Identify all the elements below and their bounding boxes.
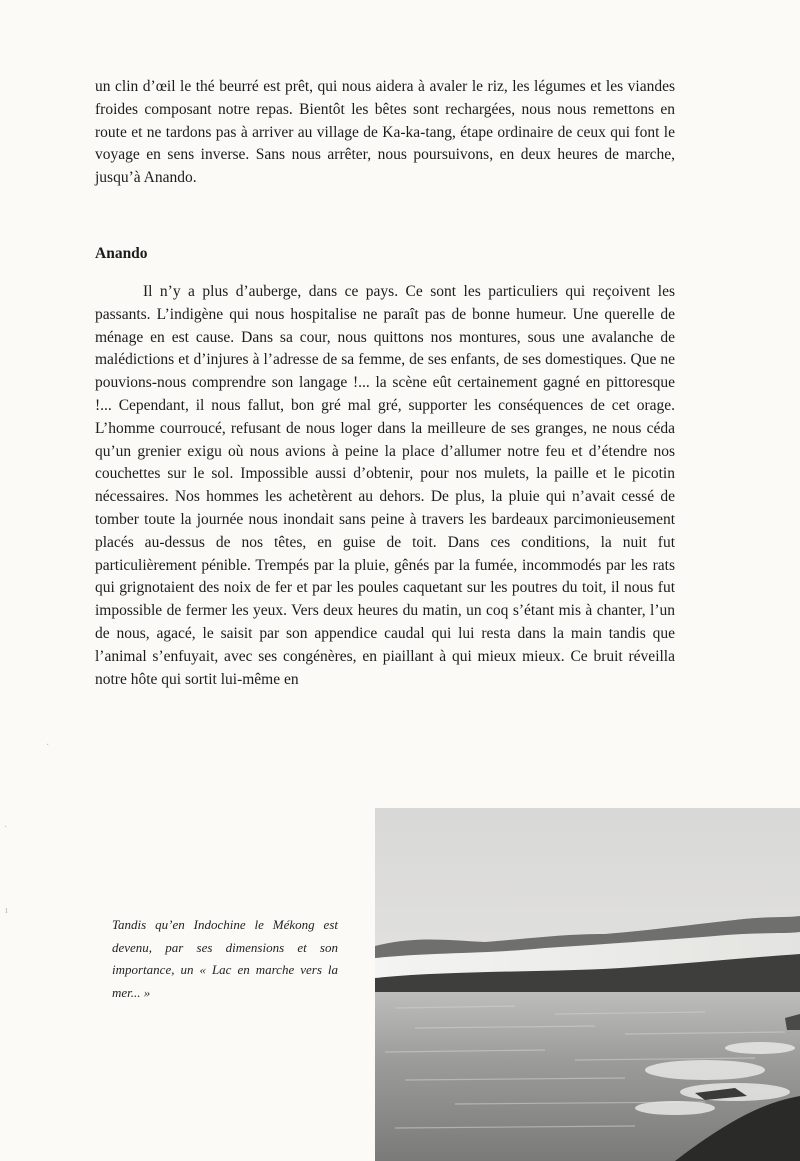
margin-speck: ı: [5, 905, 8, 916]
photo-caption: Tandis qu’en Indochine le Mékong est devenu, par ses dimensions et son importance, un « Lac en marche vers la mer... »: [112, 917, 338, 1000]
river-landscape-photo: [375, 808, 800, 1161]
body-paragraph-2: Il n’y a plus d’auberge, dans ce pays. Ce sont les particuliers qui reçoivent les passants. L’indigène qui nous hospitalise ne paraît pas de bonne humeur. Une querelle de ménage en est cause. Dans sa cour, nous quittons nos montures, sous une avalanche de malédictions et d’injures à l’adresse de sa femme, de ses enfants, de ses domestiques. Que ne pouvions-nous comprendre son langage !... la scène eût certainement gagné en pittoresque !... Cependant, il nous fallut, bon gré mal gré, supporter les conséquences de cet orage. L’homme courroucé, refusant de nous loger dans la meilleure de ses granges, ne nous céda qu’un grenier exigu où nous avions à peine la place d’allumer notre feu et d’étendre nos couchettes sur le sol. Impossible aussi d’obtenir, pour nos mulets, la paille et le picotin nécessaires. Nos hommes les achetèrent au dehors. De plus, la pluie qui n’avait cessé de tomber toute la journée nous inondait sans peine à travers les bardeaux parcimonieusement placés au-dessus de nos têtes, en guise de toit. Dans ces conditions, la nuit fut particulièrement pénible. Trempés par la pluie, gênés par la fumée, incommodés par les rats qui grignotaient des noix de fer et par les poules caquetant sur les poutres du toit, il nous fut impossible de fermer les yeux. Vers deux heures du matin, un coq s’étant mis à chanter, l’un de nous, agacé, le saisit par son appendice caudal qui lui resta dans la main tandis que l’animal s’enfuyait, avec ses congénères, en piaillant à qui mieux mieux. Ce bruit réveilla notre hôte qui sortit lui-même en: [95, 283, 675, 688]
margin-speck: ·: [46, 740, 50, 751]
section-heading: Anando: [95, 245, 148, 262]
body-paragraph-1: un clin d’œil le thé beurré est prêt, qui nous aidera à avaler le riz, les légumes et les viandes froides composant notre repas. Bientôt les bêtes sont rechargées, nous nous remettons en route et ne tardons pas à arriver au village de Ka-ka-tang, étape ordinaire de ceux qui font le voyage en sens inverse. Sans nous arrêter, nous poursuivons, en deux heures de marche, jusqu’à Anando.: [95, 78, 675, 187]
margin-speck: ·: [4, 822, 8, 833]
